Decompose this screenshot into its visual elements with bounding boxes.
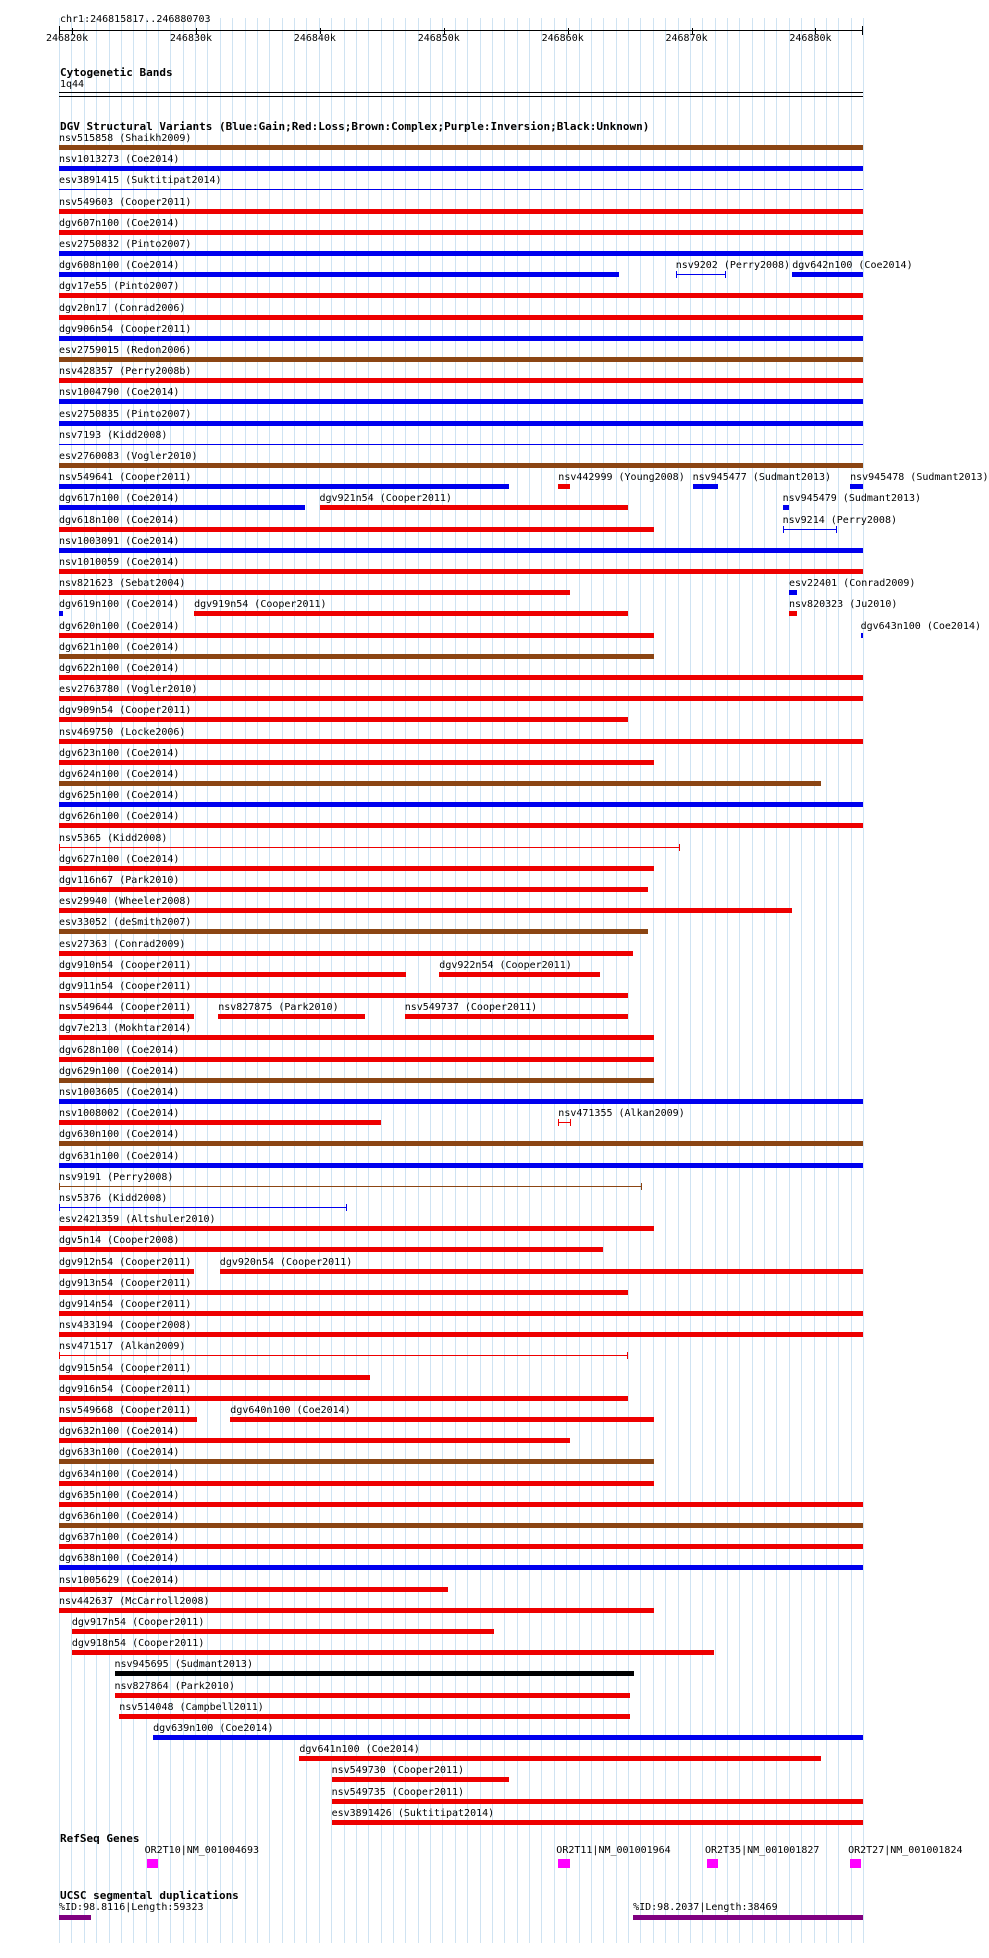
variant-label: nsv549730 (Cooper2011) [331,1765,465,1777]
variant-label: nsv1008002 (Coe2014) [59,1108,180,1120]
variant-label: dgv639n100 (Coe2014) [153,1723,274,1734]
variant-bar [59,611,63,616]
variant-label: dgv628n100 (Coe2014) [59,1044,180,1056]
variant-label: nsv1003091 (Coe2014) [59,535,180,547]
variant-label: dgv631n100 (Coe2014) [59,1150,180,1162]
variant-bar [789,611,797,616]
variant-label: nsv549603 (Cooper2011) [59,196,192,208]
variant-bar [59,1247,603,1252]
variant-bar [59,654,654,659]
gene-label: OR2T11|NM_001001964 [556,1845,671,1856]
variant-label: dgv912n54 (Cooper2011) [59,1256,192,1268]
cytoband-bar [59,92,863,93]
variant-label: dgv620n100 (Coe2014) [59,620,180,632]
variant-label: dgv630n100 (Coe2014) [59,1129,180,1141]
variant-label: esv2760083 (Vogler2010) [59,451,198,462]
ruler-tick-label: 246850k [417,33,460,44]
variant-bar [850,484,863,489]
variant-bar [119,1714,630,1719]
variant-bar [59,590,570,595]
variant-cap [59,844,60,851]
gene-bar [707,1859,718,1868]
variant-label: esv2763780 (Vogler2010) [59,684,198,696]
grid-line [752,18,753,1943]
variant-label: dgv629n100 (Coe2014) [59,1065,180,1077]
ruler-tick-label: 246830k [169,33,213,44]
variant-bar [439,972,600,977]
variant-label: dgv922n54 (Cooper2011) [439,959,572,971]
variant-label: dgv623n100 (Coe2014) [59,747,180,759]
variant-label: dgv914n54 (Cooper2011) [59,1299,192,1310]
variant-label: dgv633n100 (Coe2014) [59,1447,180,1459]
variant-cap [676,271,677,278]
variant-label: dgv909n54 (Cooper2011) [59,705,192,717]
variant-label: dgv640n100 (Coe2014) [230,1405,351,1416]
variant-bar [59,1099,863,1104]
variant-label: nsv549668 (Cooper2011) [59,1405,192,1416]
variant-label: dgv921n54 (Cooper2011) [319,493,452,505]
variant-bar [115,1671,634,1676]
variant-bar [59,739,863,744]
variant-label: dgv916n54 (Cooper2011) [59,1383,192,1395]
grid-line [851,18,852,1943]
variant-label: dgv643n100 (Coe2014) [860,620,982,632]
variant-bar [59,993,628,998]
gene-label: OR2T10|NM_001004693 [144,1845,259,1856]
variant-label: nsv9202 (Perry2008) [675,260,791,272]
variant-bar [59,378,863,383]
segdup-label: %ID:98.2037|Length:38469 [633,1902,778,1913]
variant-label: dgv642n100 (Coe2014) [792,260,913,272]
variant-bar [59,1438,570,1443]
refseq-track-title: RefSeq Genes [60,1832,140,1845]
variant-label: esv2750832 (Pinto2007) [59,239,192,250]
variant-bar [59,1078,654,1083]
variant-label: esv27363 (Conrad2009) [59,938,186,950]
variant-label: dgv635n100 (Coe2014) [59,1489,180,1501]
variant-bar [59,1502,863,1507]
grid-line [801,18,802,1943]
variant-cap [725,271,726,278]
variant-bar [59,929,648,934]
variant-label: dgv17e55 (Pinto2007) [59,281,180,293]
variant-bar [59,1544,863,1549]
variant-label: dgv116n67 (Park2010) [59,875,180,886]
variant-bar [59,1396,628,1401]
gene-bar [147,1859,158,1868]
variant-bar [332,1799,863,1804]
ruler-tick-label: 246860k [541,33,584,44]
variant-cap [59,1352,60,1359]
grid-line [727,18,728,1943]
variant-label: nsv428357 (Perry2008b) [59,366,192,378]
variant-bar [59,972,406,977]
variant-cap [679,844,680,851]
grid-line [715,18,716,1943]
variant-label: dgv627n100 (Coe2014) [59,853,180,865]
variant-bar [59,675,863,680]
variant-bar [59,1226,654,1231]
variant-bar [59,251,863,256]
variant-cap [783,526,784,533]
variant-bar [59,1014,194,1019]
variant-label: dgv624n100 (Coe2014) [59,769,180,780]
variant-label: nsv5376 (Kidd2008) [59,1193,168,1204]
variant-label: dgv906n54 (Cooper2011) [59,323,192,335]
variant-bar [59,505,305,510]
variant-bar [59,847,680,848]
variant-bar [59,696,863,701]
variant-bar [693,484,719,489]
variant-bar [230,1417,654,1422]
variant-label: dgv911n54 (Cooper2011) [59,981,192,992]
variant-label: esv2750835 (Pinto2007) [59,408,192,420]
variant-label: nsv549644 (Cooper2011) [59,1002,192,1014]
variant-label: nsv827875 (Park2010) [218,1002,339,1014]
variant-label: nsv549737 (Cooper2011) [404,1002,538,1014]
variant-bar [59,421,863,426]
variant-label: dgv20n17 (Conrad2006) [59,302,186,314]
variant-cap [836,526,837,533]
variant-bar [59,336,863,341]
variant-bar [59,293,863,298]
variant-bar [59,802,863,807]
variant-bar [59,1269,194,1274]
variant-bar [59,463,863,468]
variant-label: dgv622n100 (Coe2014) [59,663,180,674]
cytoband-track-title: Cytogenetic Bands [60,66,173,79]
variant-bar [320,505,629,510]
variant-bar [59,1481,654,1486]
grid-line [764,18,765,1943]
variant-bar [59,633,654,638]
variant-cap [641,1183,642,1190]
variant-label: esv29940 (Wheeler2008) [59,896,192,908]
variant-bar [405,1014,629,1019]
variant-bar [59,1523,863,1528]
variant-bar [59,1207,347,1208]
variant-bar [59,1141,863,1146]
variant-label: nsv515858 (Shaikh2009) [59,133,192,144]
segdup-bar [59,1915,91,1920]
variant-label: nsv442637 (McCarroll2008) [59,1595,210,1607]
variant-bar [59,569,863,574]
variant-cap [59,1204,60,1211]
variant-bar [59,1311,863,1316]
variant-bar [218,1014,365,1019]
variant-bar [59,823,863,828]
variant-label: nsv945477 (Sudmant2013) [692,472,832,484]
variant-bar [59,484,509,489]
variant-label: nsv1010059 (Coe2014) [59,557,180,568]
gene-bar [850,1859,861,1868]
variant-bar [59,1186,642,1187]
variant-label: dgv619n100 (Coe2014) [59,599,180,611]
variant-cap [570,1119,571,1126]
segdup-bar [633,1915,863,1920]
variant-label: nsv549735 (Cooper2011) [331,1786,465,1798]
variant-bar [59,527,654,532]
variant-label: nsv1013273 (Coe2014) [59,154,180,166]
variant-bar [558,484,569,489]
variant-label: nsv9214 (Perry2008) [782,514,897,526]
variant-label: dgv638n100 (Coe2014) [59,1553,180,1565]
variant-label: nsv9191 (Perry2008) [59,1171,174,1183]
variant-bar [59,145,863,150]
variant-bar [59,230,863,235]
variant-bar [59,166,863,171]
variant-label: dgv617n100 (Coe2014) [59,493,180,505]
segdup-track-title: UCSC segmental duplications [60,1889,239,1902]
variant-bar [59,209,863,214]
variant-bar [59,717,628,722]
segdup-label: %ID:98.8116|Length:59323 [59,1902,204,1913]
variant-label: nsv945479 (Sudmant2013) [782,493,922,505]
variant-cap [346,1204,347,1211]
variant-bar [59,1163,863,1168]
variant-bar [59,1057,654,1062]
variant-label: nsv5365 (Kidd2008) [59,832,168,844]
variant-bar [59,315,863,320]
gene-bar [558,1859,569,1868]
variant-label: nsv469750 (Locke2006) [59,726,186,738]
grid-line [789,18,790,1943]
variant-bar [72,1650,714,1655]
variant-label: nsv1004790 (Coe2014) [59,387,180,399]
variant-label: dgv910n54 (Cooper2011) [59,959,192,971]
cytoband-label: 1q44 [60,79,85,90]
gene-label: OR2T27|NM_001001824 [848,1845,963,1856]
variant-label: nsv1005629 (Coe2014) [59,1574,180,1586]
ruler-tick-label: 246880k [789,33,832,44]
variant-label: nsv945695 (Sudmant2013) [114,1659,253,1671]
variant-label: dgv618n100 (Coe2014) [59,514,180,526]
variant-label: esv2421359 (Altshuler2010) [59,1214,216,1226]
variant-bar [676,274,727,275]
variant-bar [59,887,648,892]
grid-line [814,18,815,1943]
ruler-line [59,30,863,31]
dgv-track-title: DGV Structural Variants (Blue:Gain;Red:Loss;Brown:Complex;Purple:Inversion;Black:Unknown) [60,120,650,133]
variant-label: nsv827864 (Park2010) [114,1680,235,1692]
ruler-arrow-right [862,26,863,35]
variant-label: esv3891415 (Suktitipat2014) [59,175,222,187]
variant-bar [59,357,863,362]
variant-bar [59,1332,863,1337]
grid-line [838,18,839,1943]
variant-bar [783,529,837,530]
variant-bar [59,1587,448,1592]
variant-label: dgv632n100 (Coe2014) [59,1426,180,1438]
variant-label: dgv636n100 (Coe2014) [59,1511,180,1522]
variant-label: dgv917n54 (Cooper2011) [71,1617,205,1628]
variant-label: dgv5n14 (Cooper2008) [59,1235,180,1247]
variant-label: nsv821623 (Sebat2004) [59,578,186,590]
variant-label: dgv608n100 (Coe2014) [59,260,180,272]
variant-label: dgv915n54 (Cooper2011) [59,1362,192,1374]
variant-label: nsv820323 (Ju2010) [789,599,898,611]
variant-bar [72,1629,494,1634]
variant-bar [59,1417,197,1422]
variant-label: nsv471355 (Alkan2009) [558,1108,685,1120]
variant-bar [59,189,863,190]
variant-label: dgv913n54 (Cooper2011) [59,1277,192,1289]
variant-bar [299,1756,821,1761]
variant-bar [59,1608,654,1613]
variant-bar [59,1565,863,1570]
gene-label: OR2T35|NM_001001827 [705,1845,820,1856]
variant-bar [792,272,863,277]
variant-bar [59,1120,381,1125]
ruler-tick-label: 246820k [46,33,89,44]
variant-bar [59,444,863,445]
variant-bar [783,505,789,510]
variant-cap [558,1119,559,1126]
variant-label: esv33052 (deSmith2007) [59,917,192,929]
variant-bar [59,760,654,765]
variant-bar [59,908,792,913]
variant-bar [59,781,821,786]
variant-label: dgv625n100 (Coe2014) [59,790,180,802]
variant-bar [59,1459,654,1464]
variant-bar [115,1693,630,1698]
variant-label: esv3891426 (Suktitipat2014) [331,1807,495,1819]
variant-label: esv2759015 (Redon2006) [59,345,192,356]
grid-line [739,18,740,1943]
variant-bar [59,866,654,871]
variant-bar [194,611,628,616]
grid-line [826,18,827,1943]
variant-bar [789,590,797,595]
variant-label: nsv7193 (Kidd2008) [59,429,168,441]
variant-label: nsv945478 (Sudmant2013) [850,472,989,484]
variant-label: dgv920n54 (Cooper2011) [219,1256,353,1268]
ruler-tick-label: 246840k [293,33,336,44]
grid-line [776,18,777,1943]
variant-label: nsv433194 (Cooper2008) [59,1320,192,1332]
variant-label: dgv918n54 (Cooper2011) [71,1638,205,1650]
variant-label: dgv607n100 (Coe2014) [59,217,180,229]
variant-bar [59,399,863,404]
variant-bar [59,1375,370,1380]
variant-bar [332,1777,510,1782]
variant-bar [153,1735,863,1740]
variant-label: dgv641n100 (Coe2014) [299,1744,420,1756]
variant-label: dgv621n100 (Coe2014) [59,641,180,653]
variant-bar [59,272,619,277]
variant-cap [627,1352,628,1359]
variant-bar [861,633,863,638]
variant-label: nsv549641 (Cooper2011) [59,472,192,484]
variant-bar [220,1269,863,1274]
variant-label: nsv471517 (Alkan2009) [59,1341,186,1353]
variant-label: dgv626n100 (Coe2014) [59,811,180,823]
variant-label: dgv634n100 (Coe2014) [59,1468,180,1480]
variant-label: dgv919n54 (Cooper2011) [194,599,327,611]
variant-label: nsv442999 (Young2008) [558,472,685,484]
variant-bar [332,1820,863,1825]
variant-bar [59,548,863,553]
variant-bar [59,951,633,956]
variant-label: nsv1003605 (Coe2014) [59,1087,180,1098]
variant-label: dgv7e213 (Mokhtar2014) [59,1023,192,1035]
variant-bar [59,1035,654,1040]
variant-bar [59,1355,628,1356]
variant-cap [59,1183,60,1190]
variant-label: nsv514048 (Campbell2011) [119,1701,264,1713]
location-label: chr1:246815817..246880703 [60,14,211,25]
grid-line [863,18,864,1943]
cytoband-bar-bottom [59,96,863,97]
variant-label: esv22401 (Conrad2009) [789,578,916,590]
variant-bar [59,1290,628,1295]
ruler-tick-label: 246870k [665,33,708,44]
variant-label: dgv637n100 (Coe2014) [59,1532,180,1544]
